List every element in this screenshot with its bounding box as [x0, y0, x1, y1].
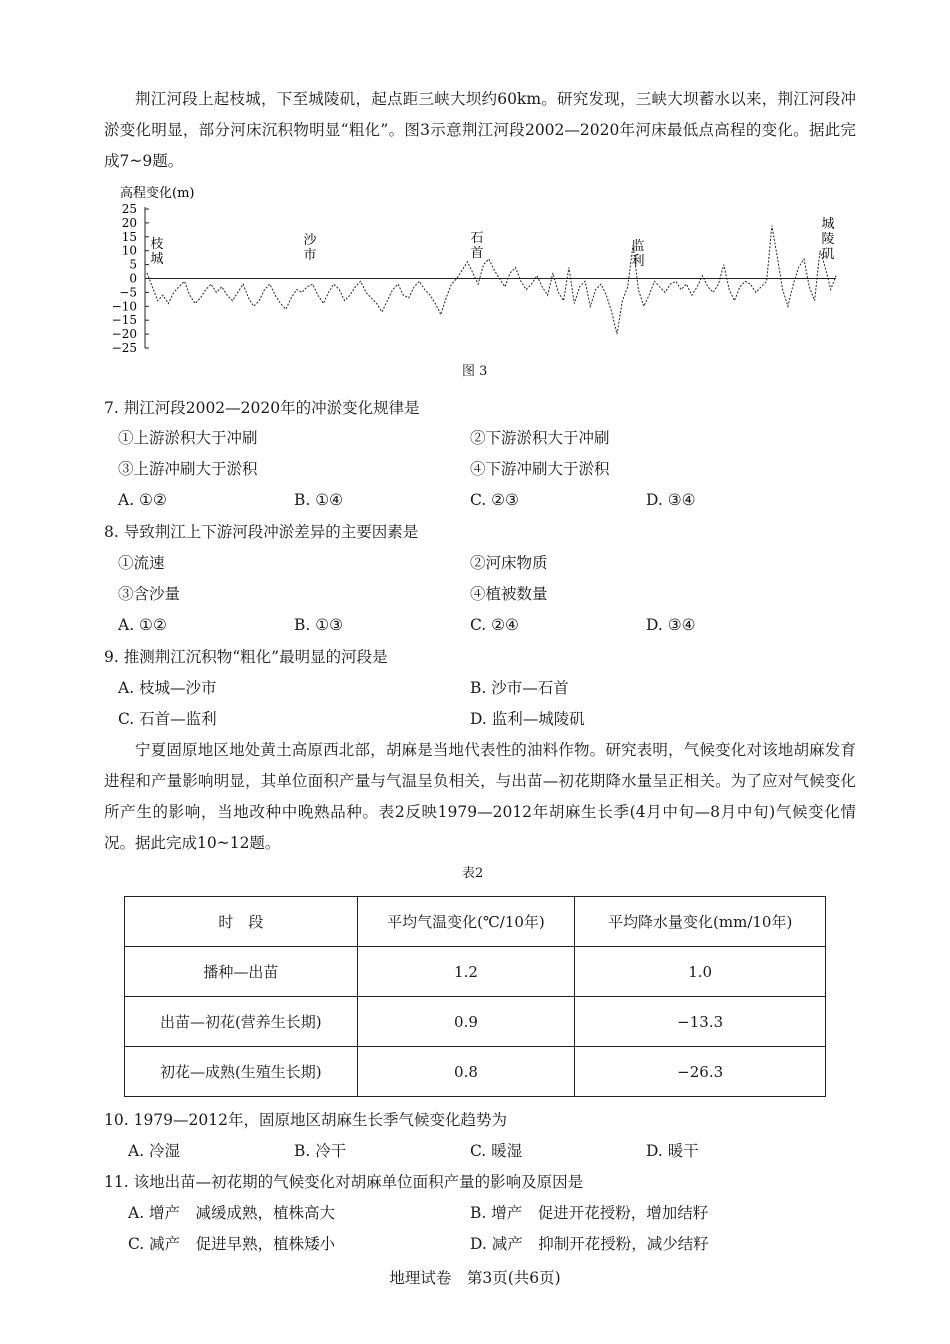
question-10-stem: 10. 1979—2012年，固原地区胡麻生长季气候变化趋势为 [104, 1111, 507, 1129]
q8-choice-d[interactable]: D. ③④ [646, 616, 696, 634]
q9-choice-c[interactable]: C. 石首—监利 [118, 710, 217, 728]
q8-statement-2: ②河床物质 [470, 554, 548, 572]
y-tick-label: 15 [121, 229, 137, 244]
station-label-char: 沙 [303, 233, 317, 248]
table-row [125, 947, 826, 997]
q8-choice-a[interactable]: A. ①② [118, 616, 167, 634]
y-tick-label: 10 [121, 243, 137, 258]
y-tick-label: 5 [129, 257, 137, 272]
y-tick-label: −5 [119, 285, 137, 300]
page-footer: 地理试卷 第3页(共6页) [389, 1269, 561, 1287]
table-cell: −13.3 [575, 997, 826, 1047]
question-9-stem: 9. 推测荆江沉积物“粗化”最明显的河段是 [104, 648, 388, 666]
station-label-char: 石 [470, 231, 484, 246]
q8-choice-c[interactable]: C. ②④ [470, 616, 519, 634]
table-header-cell: 平均降水量变化(mm/10年) [575, 897, 826, 947]
table-row [125, 997, 826, 1047]
table-cell: 出苗—初花(营养生长期) [125, 997, 358, 1047]
q10-choice-c[interactable]: C. 暖湿 [470, 1142, 523, 1160]
q11-choice-b[interactable]: B. 增产 促进开花授粉，增加结籽 [470, 1204, 709, 1222]
intro-text-1: 荆江河段上起枝城，下至城陵矶，起点距三峡大坝约60km。研究发现，三峡大坝蓄水以来，荆江河段冲淤变化明显，部分河床沉积物明显“粗化”。图3示意荆江河段2002—2020年河床最低点高程的变化。据此完成7~9题。 [104, 90, 856, 170]
station-label-char: 监 [631, 239, 645, 254]
station-label-char: 首 [470, 246, 484, 261]
q10-choice-d[interactable]: D. 暖干 [646, 1142, 699, 1160]
y-tick-label: −15 [111, 313, 137, 328]
table-cell: 1.2 [357, 947, 575, 997]
q9-choice-a[interactable]: A. 枝城—沙市 [118, 679, 217, 697]
figure-caption: 图 3 [462, 364, 488, 379]
table-cell: 播种—出苗 [125, 947, 358, 997]
q7-choice-a[interactable]: A. ①② [118, 491, 167, 509]
y-tick-label: −20 [111, 327, 137, 342]
table-cell: 0.8 [357, 1047, 575, 1097]
q7-statement-2: ②下游淤积大于冲刷 [470, 429, 610, 447]
table-cell: 1.0 [575, 947, 826, 997]
intro-paragraph-2 [104, 735, 856, 859]
question-8-stem: 8. 导致荆江上下游河段冲淤差异的主要因素是 [104, 523, 419, 541]
q7-statement-1: ①上游淤积大于冲刷 [118, 429, 258, 447]
chart-ylabel: 高程变化(m) [120, 186, 195, 201]
question-7-stem: 7. 荆江河段2002—2020年的冲淤变化规律是 [104, 399, 420, 417]
table-row [125, 1047, 826, 1097]
table-header-row [125, 897, 826, 947]
intro-paragraph-1 [104, 84, 856, 177]
station-label-char: 枝 [150, 237, 164, 252]
table-cell: 0.9 [357, 997, 575, 1047]
y-axis [112, 202, 149, 355]
table-header-cell: 平均气温变化(℃/10年) [357, 897, 575, 947]
station-labels [150, 217, 834, 269]
station-label-char: 陵 [821, 232, 835, 247]
y-tick-label: 20 [121, 215, 137, 230]
q10-choice-a[interactable]: A. 冷湿 [128, 1142, 181, 1160]
q9-choice-b[interactable]: B. 沙市—石首 [470, 679, 569, 697]
y-tick-label: 0 [129, 271, 137, 286]
table-caption: 表2 [462, 866, 484, 881]
q10-choice-b[interactable]: B. 冷干 [294, 1142, 347, 1160]
station-label-char: 城 [150, 252, 164, 267]
q8-statement-1: ①流速 [118, 554, 165, 572]
q8-statement-3: ③含沙量 [118, 585, 181, 603]
station-label-char: 城 [821, 217, 835, 232]
table-header-cell: 时 段 [125, 897, 358, 947]
station-label-char: 市 [303, 248, 317, 263]
table-cell: −26.3 [575, 1047, 826, 1097]
q7-choice-d[interactable]: D. ③④ [646, 491, 696, 509]
q11-choice-a[interactable]: A. 增产 减缓成熟，植株高大 [128, 1204, 336, 1222]
q7-statement-4: ④下游冲刷大于淤积 [470, 460, 610, 478]
table-cell: 初花—成熟(生殖生长期) [125, 1047, 358, 1097]
q11-choice-c[interactable]: C. 减产 促进早熟，植株矮小 [128, 1235, 336, 1253]
q9-choice-d[interactable]: D. 监利—城陵矶 [470, 710, 585, 728]
station-label-char: 利 [631, 254, 645, 269]
question-11-stem: 11. 该地出苗—初花期的气候变化对胡麻单位面积产量的影响及原因是 [104, 1173, 584, 1191]
q11-choice-d[interactable]: D. 减产 抑制开花授粉，减少结籽 [470, 1235, 709, 1253]
q7-choice-b[interactable]: B. ①④ [294, 491, 344, 509]
intro-text-2: 宁夏固原地区地处黄土高原西北部，胡麻是当地代表性的油料作物。研究表明，气候变化对该地胡麻发育进程和产量影响明显，其单位面积产量与气温呈负相关，与出苗—初花期降水量呈正相关。为了应对气候变化所产生的影响，当地改种中晚熟品种。表2反映1979—2012年胡麻生长季(4月中旬—8月中旬)气候变化情况。据此完成10~12题。 [104, 741, 856, 852]
elevation-series-line [147, 226, 836, 334]
climate-change-table [124, 896, 826, 1097]
q8-choice-b[interactable]: B. ①③ [294, 616, 344, 634]
q8-statement-4: ④植被数量 [470, 585, 548, 603]
q7-statement-3: ③上游冲刷大于淤积 [118, 460, 258, 478]
q7-choice-c[interactable]: C. ②③ [470, 491, 519, 509]
y-tick-label: −25 [111, 341, 137, 355]
y-tick-label: −10 [111, 299, 137, 314]
elevation-change-chart [100, 182, 850, 360]
y-tick-label: 25 [121, 202, 137, 216]
station-label-char: 矶 [821, 247, 835, 262]
